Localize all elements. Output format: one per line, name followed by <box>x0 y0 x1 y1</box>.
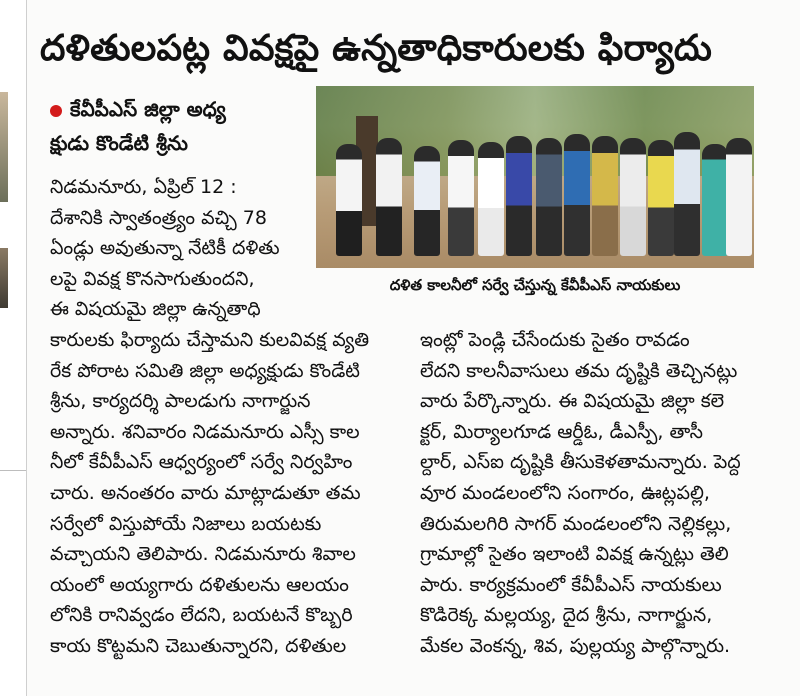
photo-person <box>674 132 700 256</box>
body-line: పారు. కార్యక్రమంలో కేవీపీఎస్ నాయకులు <box>420 573 722 596</box>
body-line: గ్రామాల్లో సైతం ఇలాంటి వివక్ష ఉన్నట్లు తెలి <box>420 543 729 566</box>
body-line: లోనికి రానివ్వడం లేదని, బయటనే కొబ్బరి <box>50 604 353 627</box>
body-line: యంలో అయ్యగారు దళితులను ఆలయం <box>50 573 349 596</box>
article-body-right <box>420 325 760 662</box>
adjacent-photo-fragment <box>0 92 8 202</box>
photo-person <box>564 134 590 256</box>
body-line: వచ్చాయని తెలిపారు. నిడమనూరు శివాల <box>50 543 356 566</box>
body-line: సర్వేలో విస్తుపోయే నిజాలు బయటకు <box>50 512 322 535</box>
article-body-left <box>50 325 420 662</box>
article-headline: దళితులపట్ల వివక్షపై ఉన్నతాధికారులకు ఫిర్యాదు <box>40 28 713 69</box>
photo-person <box>648 140 674 256</box>
article-subhead <box>50 92 300 160</box>
body-line: లపై వివక్ష కొనసాగుతుందని, <box>50 267 255 290</box>
body-line: అన్నారు. శనివారం నిడమనూరు ఎస్సీ కాల <box>50 420 360 443</box>
photo-person <box>702 144 728 256</box>
body-line: శ్రీను, కార్యదర్శి పాలడుగు నాగార్జున <box>50 390 311 413</box>
body-line: వారు పేర్కొన్నారు. ఈ విషయమై జిల్లా కలె <box>420 390 725 413</box>
body-line: కాయ కొట్టమని చెబుతున్నారని, దళితుల <box>50 634 347 657</box>
body-line: మేకల వెంకన్న, శివ, పుల్లయ్య పాల్గొన్నారు. <box>420 634 731 657</box>
body-line: ఈ విషయమై జిల్లా ఉన్నతాధి <box>50 298 261 321</box>
subhead-line: క్షుడు కొండేటి శ్రీను <box>50 131 188 155</box>
photo-person <box>536 138 562 256</box>
photo-person <box>726 138 752 256</box>
body-line: చారు. అనంతరం వారు మాట్లాడుతూ తమ <box>50 481 361 504</box>
body-line: ఏండ్లు అవుతున్నా నేటికీ దళితు <box>50 237 280 260</box>
body-line: కారులకు ఫిర్యాదు చేస్తామని కులవివక్ష వ్యతి <box>50 329 370 351</box>
photo-caption: దళిత కాలనీలో సర్వే చేస్తున్న కేవీపీఎస్ నాయకులు <box>389 276 681 294</box>
body-line: దేశానికి స్వాతంత్ర్యం వచ్చి 78 <box>50 206 267 229</box>
body-line: ల్దార్, ఎస్ఐ దృష్టికి తీసుకెళతామన్నారు. పెద్ద <box>420 451 741 474</box>
body-line: నిడమనూరు, ఏప్రిల్ 12 : <box>50 176 237 198</box>
body-line: ఇంట్లో పెండ్లి చేసేందుకు సైతం రావడం <box>420 329 690 351</box>
article-photo <box>316 86 754 268</box>
photo-person <box>376 138 402 256</box>
subhead-line: కేవీపీఎస్ జిల్లా అధ్య <box>70 97 226 121</box>
bullet-icon <box>50 105 62 117</box>
photo-person <box>592 136 618 256</box>
photo-person <box>478 142 504 256</box>
photo-person <box>506 136 532 256</box>
photo-person <box>336 144 362 256</box>
body-line: క్టర్, మిర్యాలగూడ ఆర్డీఓ, డీఎస్పీ, తాసీ <box>420 420 703 443</box>
column-divider <box>0 470 26 471</box>
adjacent-photo-fragment <box>0 248 8 308</box>
photo-person <box>620 138 646 256</box>
photo-person <box>414 146 440 256</box>
body-line: కొడిరెక్క మల్లయ్య, దైద శ్రీను, నాగార్జున, <box>420 604 713 627</box>
body-line: రేక పోరాట సమితి జిల్లా అధ్యక్షుడు కొండేటి <box>50 359 360 382</box>
body-line: నీలో కేవీపీఎస్ ఆధ్వర్యంలో సర్వే నిర్వహిం <box>50 451 353 474</box>
article-body-top <box>50 172 302 325</box>
body-line: లేదని కాలనీవాసులు తమ దృష్టికి తెచ్చినట్లు <box>420 359 738 382</box>
body-line: తిరుమలగిరి సాగర్ మండలంలోని నెల్లికల్లు, <box>420 512 732 535</box>
body-line: వూర మండలంలోని సంగారం, ఊట్లపల్లి, <box>420 481 710 504</box>
adjacent-column-edge <box>0 0 27 696</box>
photo-person <box>448 140 474 256</box>
